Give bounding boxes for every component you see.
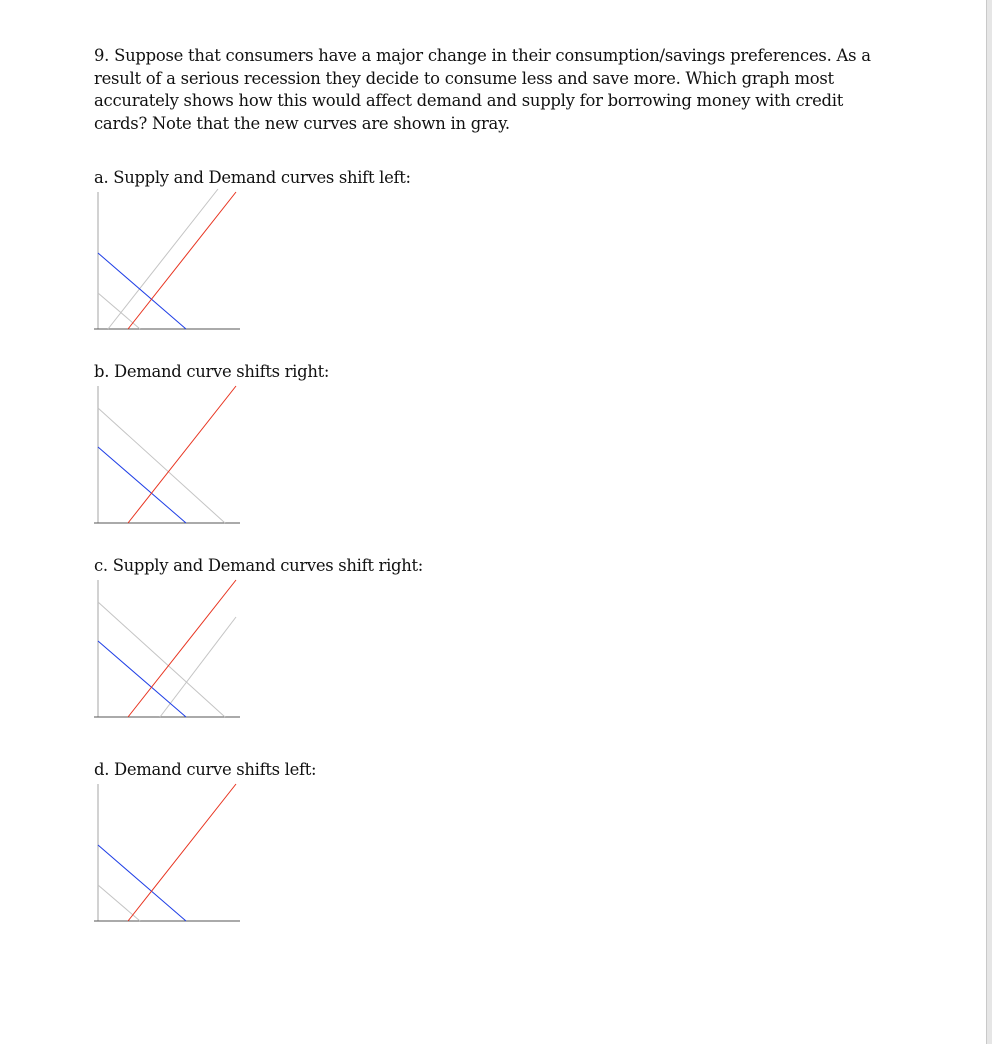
option-d — [94, 759, 514, 939]
option-a-label: a. Supply and Demand curves shift left: — [94, 168, 411, 187]
option-b-graph — [94, 361, 254, 541]
new-demand-curve — [98, 602, 225, 717]
demand-curve — [98, 845, 186, 921]
demand-curve — [98, 641, 186, 717]
new-demand-curve — [98, 885, 140, 921]
option-c-graph — [94, 555, 254, 735]
option-b — [94, 361, 514, 541]
question-text: 9. Suppose that consumers have a major change in their consumption/savings preferences. As a result of a serious recession they decide to consume less and save more. Which graph most accurately shows how this would affect demand and supply for borrowing money with credit cards? Note that the new curves are shown in gray. — [94, 46, 871, 133]
option-b-label: b. Demand curve shifts right: — [94, 362, 330, 381]
supply-curve — [128, 580, 236, 717]
supply-curve — [128, 192, 236, 329]
supply-curve — [128, 386, 236, 523]
option-d-label: d. Demand curve shifts left: — [94, 760, 317, 779]
new-supply-curve — [108, 189, 218, 329]
new-supply-curve — [160, 617, 236, 717]
option-c — [94, 555, 514, 735]
new-demand-curve — [98, 293, 140, 329]
option-c-label: c. Supply and Demand curves shift right: — [94, 556, 423, 575]
option-a — [94, 167, 514, 347]
demand-curve — [98, 253, 186, 329]
supply-curve — [128, 784, 236, 921]
option-d-graph — [94, 759, 254, 939]
option-a-graph — [94, 167, 254, 347]
new-demand-curve — [98, 408, 225, 523]
demand-curve — [98, 447, 186, 523]
